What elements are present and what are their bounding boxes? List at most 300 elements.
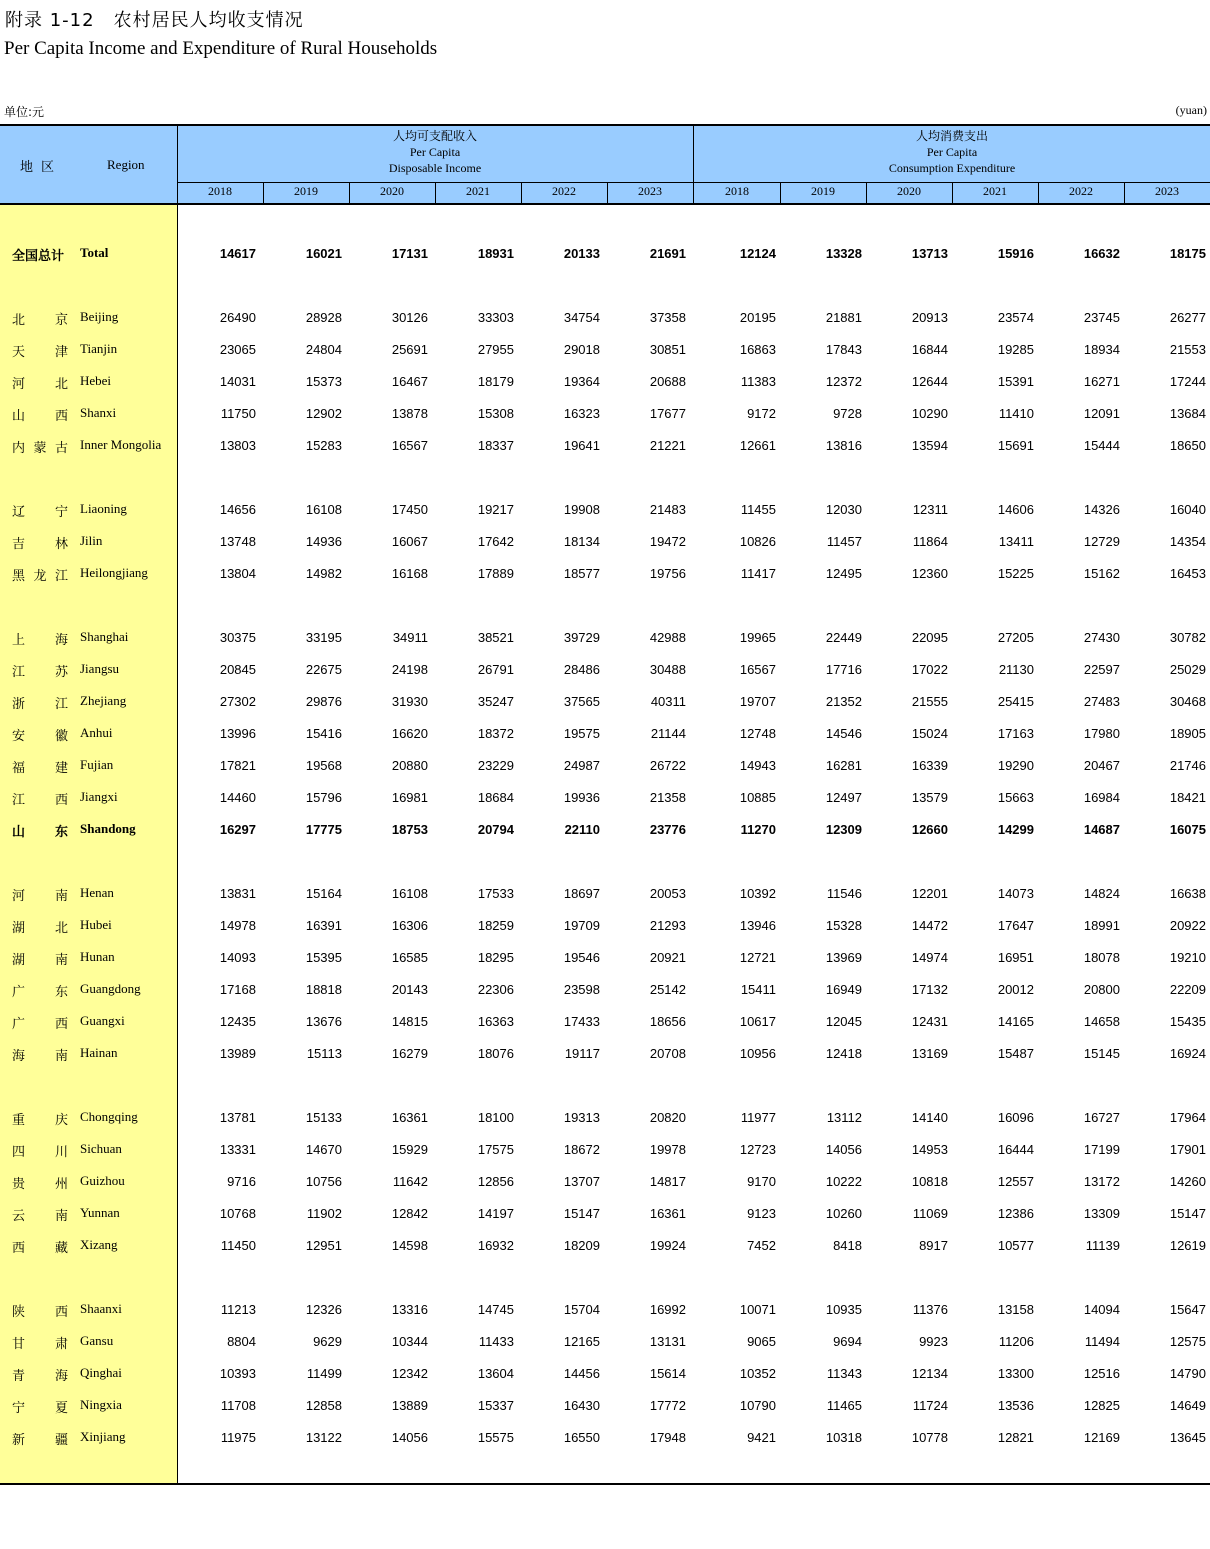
expenditure-value-cell: 11206 [998,1334,1034,1349]
region-name-en: Ningxia [80,1397,122,1412]
expenditure-value-cell: 14649 [1169,1398,1206,1413]
income-value-cell: 22306 [477,982,514,997]
expenditure-value-cell: 10392 [739,886,776,901]
region-name-cn: 江 苏 [12,665,68,680]
expenditure-value-cell: 9123 [747,1206,776,1221]
income-value-cell: 37565 [563,694,600,709]
table-row [0,498,1210,518]
region-name-en: Hunan [80,949,115,964]
unit-label-en: (yuan) [1175,103,1207,117]
income-value-cell: 10756 [305,1174,342,1189]
income-value-cell: 14656 [219,502,256,517]
income-value-cell: 18818 [305,982,342,997]
region-header-cn: 地区 [20,160,63,175]
expenditure-value-cell: 14606 [997,502,1034,517]
table-row [0,1170,1210,1190]
income-value-cell: 15133 [305,1110,342,1125]
income-value-cell: 20053 [649,886,686,901]
expenditure-value-cell: 21881 [825,310,862,325]
expenditure-value-cell: 20913 [911,310,948,325]
income-value-cell: 21293 [649,918,686,933]
expenditure-value-cell: 10790 [739,1398,776,1413]
region-name-cn: 河 南 [12,889,68,904]
region-name-cn: 浙 江 [12,697,68,712]
region-name-cn: 福 建 [12,761,68,776]
expenditure-value-cell: 9172 [747,406,776,421]
income-value-cell: 39729 [563,630,600,645]
expenditure-value-cell: 13713 [911,246,948,261]
income-value-cell: 16981 [391,790,428,805]
expenditure-value-cell: 22449 [825,630,862,645]
year-header: 2020 [380,184,404,198]
region-name-en: Tianjin [80,341,118,356]
expenditure-value-cell: 17964 [1169,1110,1206,1125]
page-title-cn: 附录 1-12 农村居民人均收支情况 [5,10,304,31]
income-value-cell: 30851 [649,342,686,357]
income-value-cell: 17168 [219,982,256,997]
expenditure-value-cell: 16924 [1169,1046,1206,1061]
expenditure-value-cell: 12431 [911,1014,948,1029]
expenditure-value-cell: 14073 [997,886,1034,901]
income-value-cell: 13676 [305,1014,342,1029]
income-value-cell: 19217 [477,502,514,517]
income-value-cell: 30488 [649,662,686,677]
expenditure-value-cell: 15225 [997,566,1034,581]
expenditure-value-cell: 10617 [739,1014,776,1029]
income-value-cell: 17131 [391,246,428,261]
region-name-cn: 青 海 [12,1369,68,1384]
table-row [0,882,1210,902]
expenditure-value-cell: 16567 [739,662,776,677]
region-name-cn: 安 徽 [12,729,68,744]
expenditure-value-cell: 14943 [739,758,776,773]
income-value-cell: 16992 [649,1302,686,1317]
expenditure-value-cell: 11139 [1085,1238,1120,1253]
income-value-cell: 20820 [649,1110,686,1125]
income-value-cell: 14456 [563,1366,600,1381]
year-header: 2023 [638,184,662,198]
expenditure-value-cell: 10885 [739,790,776,805]
income-value-cell: 28928 [305,310,342,325]
income-value-cell: 11450 [220,1238,256,1253]
expenditure-value-cell: 12372 [825,374,862,389]
region-name-en: Hubei [80,917,112,932]
expenditure-value-cell: 15916 [997,246,1034,261]
income-header-en2: Disposable Income [388,161,482,175]
income-value-cell: 34911 [392,630,428,645]
expenditure-value-cell: 14658 [1083,1014,1120,1029]
income-value-cell: 18753 [391,822,428,837]
year-header: 2020 [897,184,921,198]
income-value-cell: 17889 [477,566,514,581]
income-value-cell: 19546 [563,950,600,965]
income-value-cell: 20688 [649,374,686,389]
expenditure-value-cell: 17980 [1083,726,1120,741]
expenditure-value-cell: 11724 [912,1398,948,1413]
region-name-cn: 内 蒙 古 [12,441,68,456]
expenditure-value-cell: 15391 [997,374,1034,389]
table-row [0,626,1210,646]
table-row [0,1362,1210,1382]
income-value-cell: 10344 [391,1334,428,1349]
expenditure-value-cell: 20922 [1169,918,1206,933]
expenditure-value-cell: 25415 [997,694,1034,709]
region-header-en: Region [107,157,145,172]
expenditure-value-cell: 12721 [739,950,776,965]
expenditure-value-cell: 14790 [1169,1366,1206,1381]
expenditure-value-cell: 10260 [825,1206,862,1221]
region-name-en: Hebei [80,373,112,388]
header-bottom-rule [0,203,1210,205]
expenditure-value-cell: 12516 [1083,1366,1120,1381]
income-value-cell: 16279 [391,1046,428,1061]
region-name-en: Jilin [80,533,103,548]
income-value-cell: 25142 [649,982,686,997]
table-row [0,1394,1210,1414]
table-row [0,722,1210,742]
income-value-cell: 15337 [477,1398,514,1413]
region-name-en: Inner Mongolia [80,437,162,452]
expenditure-value-cell: 7452 [747,1238,776,1253]
expenditure-value-cell: 15444 [1083,438,1120,453]
expenditure-value-cell: 11069 [912,1206,948,1221]
expenditure-value-cell: 21553 [1169,342,1206,357]
expenditure-value-cell: 14354 [1169,534,1206,549]
income-value-cell: 16932 [477,1238,514,1253]
expenditure-value-cell: 13411 [998,534,1034,549]
income-header-en1: Per Capita [409,145,461,159]
income-value-cell: 9629 [313,1334,342,1349]
region-name-cn: 吉 林 [12,537,68,552]
income-value-cell: 28486 [563,662,600,677]
expenditure-value-cell: 18650 [1169,438,1206,453]
expenditure-value-cell: 13172 [1083,1174,1120,1189]
income-value-cell: 16550 [563,1430,600,1445]
region-name-en: Shanghai [80,629,129,644]
income-value-cell: 21221 [649,438,686,453]
expenditure-value-cell: 16632 [1083,246,1120,261]
table-row [0,1010,1210,1030]
region-name-en: Chongqing [80,1109,138,1124]
income-value-cell: 14670 [305,1142,342,1157]
expenditure-value-cell: 25029 [1169,662,1206,677]
income-value-cell: 26490 [219,310,256,325]
expenditure-value-cell: 16271 [1083,374,1120,389]
expenditure-value-cell: 12030 [825,502,862,517]
year-row-rule [177,182,1210,183]
expenditure-value-cell: 18934 [1083,342,1120,357]
income-value-cell: 40311 [650,694,686,709]
income-value-cell: 37358 [649,310,686,325]
income-value-cell: 19908 [563,502,600,517]
expenditure-value-cell: 12124 [739,246,776,261]
expenditure-value-cell: 12311 [912,502,948,517]
expenditure-value-cell: 11270 [740,822,776,837]
income-value-cell: 14815 [391,1014,428,1029]
expenditure-value-cell: 17901 [1169,1142,1206,1157]
expenditure-value-cell: 12418 [825,1046,862,1061]
income-value-cell: 30375 [219,630,256,645]
table-row [0,434,1210,454]
expenditure-value-cell: 12309 [825,822,862,837]
expenditure-header-en2: Consumption Expenditure [888,161,1016,175]
expenditure-value-cell: 20195 [739,310,776,325]
expenditure-value-cell: 10071 [739,1302,776,1317]
expenditure-value-cell: 23745 [1083,310,1120,325]
expenditure-value-cell: 11864 [912,534,948,549]
table-row [0,978,1210,998]
region-name-cn: 广 西 [12,1017,68,1032]
expenditure-value-cell: 18078 [1083,950,1120,965]
income-value-cell: 17772 [649,1398,686,1413]
income-value-cell: 13781 [219,1110,256,1125]
expenditure-value-cell: 10956 [739,1046,776,1061]
income-value-cell: 19575 [563,726,600,741]
income-value-cell: 18684 [477,790,514,805]
region-name-cn: 四 川 [12,1145,68,1160]
income-value-cell: 11902 [306,1206,342,1221]
expenditure-value-cell: 17199 [1083,1142,1120,1157]
expenditure-value-cell: 17132 [911,982,948,997]
income-value-cell: 14936 [305,534,342,549]
expenditure-value-cell: 12497 [825,790,862,805]
region-name-cn: 云 南 [12,1209,68,1224]
table-row [0,530,1210,550]
income-value-cell: 10768 [219,1206,256,1221]
expenditure-value-cell: 16727 [1083,1110,1120,1125]
expenditure-value-cell: 18175 [1169,246,1206,261]
region-name-cn: 新 疆 [12,1433,68,1448]
income-value-cell: 18179 [477,374,514,389]
income-value-cell: 12842 [391,1206,428,1221]
income-value-cell: 17948 [649,1430,686,1445]
region-name-cn: 山 东 [12,825,68,840]
expenditure-value-cell: 16040 [1169,502,1206,517]
income-value-cell: 13331 [219,1142,256,1157]
region-name-en: Zhejiang [80,693,127,708]
income-value-cell: 18209 [563,1238,600,1253]
income-value-cell: 19313 [563,1110,600,1125]
expenditure-value-cell: 13158 [997,1302,1034,1317]
income-value-cell: 15283 [305,438,342,453]
income-value-cell: 14982 [305,566,342,581]
region-name-en: Sichuan [80,1141,122,1156]
expenditure-value-cell: 15411 [740,982,776,997]
region-name-cn: 海 南 [12,1049,68,1064]
expenditure-value-cell: 11457 [826,534,862,549]
expenditure-value-cell: 12495 [825,566,862,581]
expenditure-value-cell: 11494 [1084,1334,1120,1349]
income-value-cell: 24804 [305,342,342,357]
income-value-cell: 12342 [391,1366,428,1381]
income-value-cell: 12858 [305,1398,342,1413]
region-name-cn: 上 海 [12,633,68,648]
income-value-cell: 13748 [219,534,256,549]
region-name-cn: 广 东 [12,985,68,1000]
income-value-cell: 30126 [391,310,428,325]
expenditure-value-cell: 13300 [997,1366,1034,1381]
region-name-cn: 湖 北 [12,921,68,936]
expenditure-value-cell: 13309 [1083,1206,1120,1221]
income-value-cell: 19641 [563,438,600,453]
expenditure-value-cell: 27483 [1083,694,1120,709]
expenditure-value-cell: 21130 [998,662,1034,677]
income-value-cell: 15373 [305,374,342,389]
income-value-cell: 16067 [391,534,428,549]
region-name-cn: 北 京 [12,313,68,328]
region-name-cn: 重 庆 [12,1113,68,1128]
expenditure-value-cell: 14299 [997,822,1034,837]
expenditure-value-cell: 12729 [1083,534,1120,549]
expenditure-value-cell: 8418 [833,1238,862,1253]
region-name-en: Shaanxi [80,1301,122,1316]
income-value-cell: 23229 [477,758,514,773]
income-value-cell: 14056 [391,1430,428,1445]
table-row [0,1138,1210,1158]
expenditure-value-cell: 11343 [826,1366,862,1381]
income-value-cell: 23065 [219,342,256,357]
income-value-cell: 17575 [477,1142,514,1157]
expenditure-value-cell: 17647 [997,918,1034,933]
income-value-cell: 22110 [564,822,600,837]
income-value-cell: 12326 [305,1302,342,1317]
expenditure-value-cell: 12134 [911,1366,948,1381]
income-value-cell: 21691 [649,246,686,261]
income-value-cell: 11499 [306,1366,342,1381]
income-value-cell: 14460 [219,790,256,805]
year-header: 2021 [466,184,490,198]
expenditure-value-cell: 13169 [911,1046,948,1061]
expenditure-value-cell: 15145 [1083,1046,1120,1061]
expenditure-value-cell: 14140 [911,1110,948,1125]
table-row [0,914,1210,934]
expenditure-value-cell: 12091 [1083,406,1120,421]
expenditure-value-cell: 9065 [747,1334,776,1349]
region-name-en: Guangdong [80,981,141,996]
income-value-cell: 16297 [219,822,256,837]
expenditure-value-cell: 16453 [1169,566,1206,581]
expenditure-value-cell: 12661 [739,438,776,453]
expenditure-value-cell: 13536 [997,1398,1034,1413]
expenditure-value-cell: 16444 [997,1142,1034,1157]
expenditure-value-cell: 16281 [825,758,862,773]
table-row [0,1298,1210,1318]
income-value-cell: 26791 [477,662,514,677]
expenditure-value-cell: 16096 [997,1110,1034,1125]
expenditure-value-cell: 12723 [739,1142,776,1157]
expenditure-value-cell: 16951 [997,950,1034,965]
expenditure-value-cell: 9923 [919,1334,948,1349]
income-value-cell: 18931 [477,246,514,261]
expenditure-value-cell: 12045 [825,1014,862,1029]
income-value-cell: 11213 [220,1302,256,1317]
income-value-cell: 16361 [391,1110,428,1125]
table-row [0,690,1210,710]
expenditure-value-cell: 12386 [997,1206,1034,1221]
income-value-cell: 18656 [649,1014,686,1029]
expenditure-value-cell: 15024 [911,726,948,741]
expenditure-value-cell: 9728 [833,406,862,421]
expenditure-value-cell: 19210 [1169,950,1206,965]
expenditure-value-cell: 20012 [997,982,1034,997]
table-row [0,402,1210,422]
region-name-cn: 山 西 [12,409,68,424]
income-value-cell: 12902 [305,406,342,421]
income-value-cell: 18295 [477,950,514,965]
region-name-cn: 甘 肃 [12,1337,68,1352]
region-name-cn: 湖 南 [12,953,68,968]
income-value-cell: 14031 [219,374,256,389]
income-value-cell: 16021 [305,246,342,261]
table-row [0,242,1210,262]
expenditure-value-cell: 10290 [911,406,948,421]
expenditure-value-cell: 11410 [998,406,1034,421]
expenditure-header-en1: Per Capita [926,145,978,159]
income-value-cell: 18372 [477,726,514,741]
income-value-cell: 19924 [649,1238,686,1253]
expenditure-value-cell: 10778 [911,1430,948,1445]
expenditure-value-cell: 19285 [997,342,1034,357]
income-value-cell: 27955 [477,342,514,357]
income-value-cell: 14598 [391,1238,428,1253]
expenditure-value-cell: 15328 [825,918,862,933]
region-name-cn: 江 西 [12,793,68,808]
table-row [0,338,1210,358]
expenditure-value-cell: 11546 [826,886,862,901]
expenditure-value-cell: 9170 [747,1174,776,1189]
income-value-cell: 15113 [306,1046,342,1061]
income-value-cell: 15395 [305,950,342,965]
income-value-cell: 20708 [649,1046,686,1061]
expenditure-value-cell: 20467 [1083,758,1120,773]
expenditure-value-cell: 15162 [1083,566,1120,581]
income-value-cell: 29876 [305,694,342,709]
expenditure-value-cell: 20800 [1083,982,1120,997]
region-name-en: Guizhou [80,1173,125,1188]
region-name-cn: 西 藏 [12,1241,68,1256]
expenditure-value-cell: 12644 [911,374,948,389]
income-value-cell: 14093 [219,950,256,965]
expenditure-value-cell: 14260 [1169,1174,1206,1189]
expenditure-value-cell: 12619 [1169,1238,1206,1253]
income-value-cell: 16108 [305,502,342,517]
income-value-cell: 42988 [649,630,686,645]
region-name-cn: 宁 夏 [12,1401,68,1416]
expenditure-value-cell: 9421 [747,1430,776,1445]
expenditure-value-cell: 16339 [911,758,948,773]
income-value-cell: 16430 [563,1398,600,1413]
income-value-cell: 19709 [563,918,600,933]
region-name-en: Xinjiang [80,1429,126,1444]
region-name-en: Shandong [80,821,136,836]
income-value-cell: 15147 [563,1206,600,1221]
income-value-cell: 31930 [391,694,428,709]
expenditure-value-cell: 15663 [997,790,1034,805]
table-bottom-rule [0,1483,1210,1485]
income-group-header [177,128,693,176]
income-value-cell: 19117 [564,1046,600,1061]
income-value-cell: 14617 [219,246,256,261]
income-value-cell: 20921 [649,950,686,965]
expenditure-value-cell: 16075 [1169,822,1206,837]
table-row [0,562,1210,582]
income-value-cell: 17775 [305,822,342,837]
income-header-cn: 人均可支配收入 [392,129,477,143]
expenditure-value-cell: 12360 [911,566,948,581]
table-row [0,1426,1210,1446]
expenditure-value-cell: 17163 [997,726,1034,741]
table-row [0,370,1210,390]
